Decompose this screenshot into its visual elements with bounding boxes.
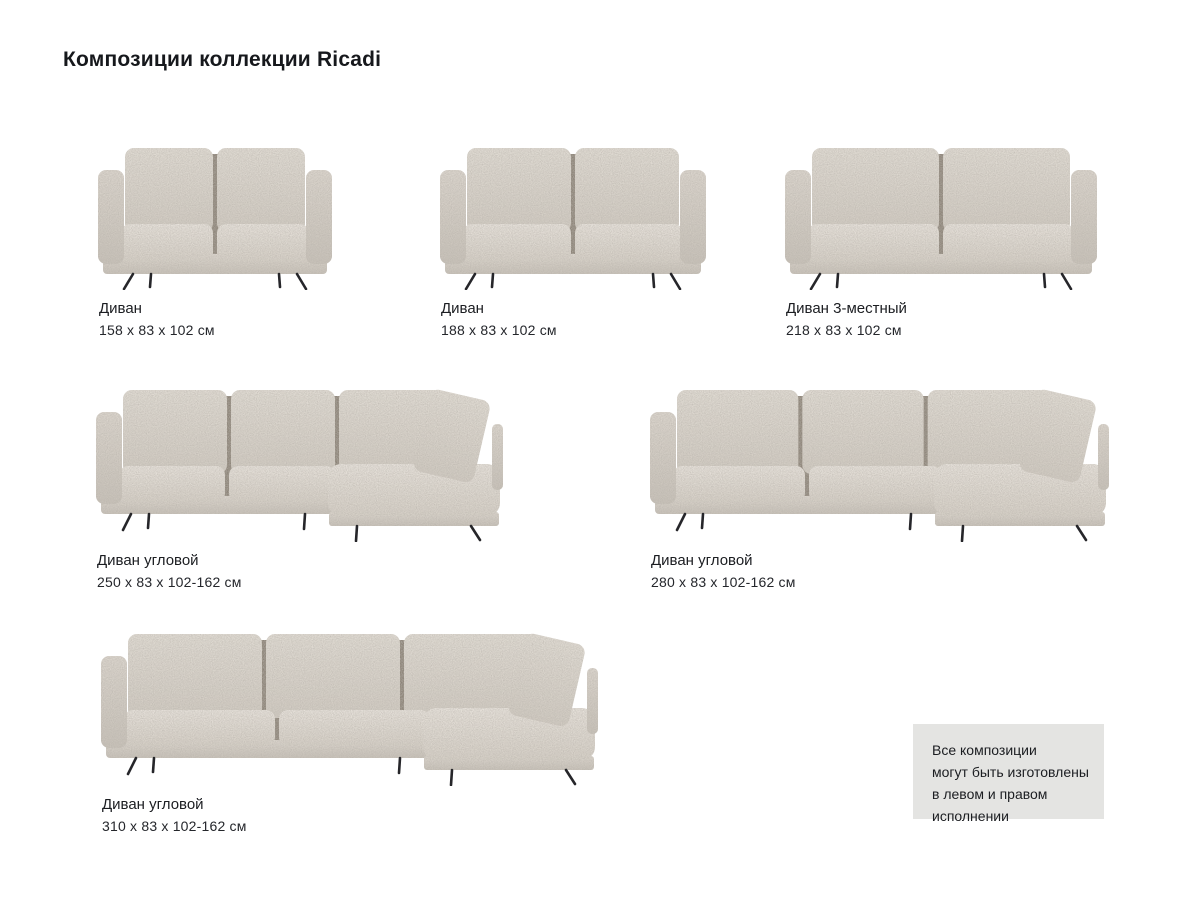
item-dimensions: 188 x 83 x 102 см	[441, 322, 557, 338]
tile-label	[95, 299, 335, 339]
item-dimensions: 280 x 83 x 102-162 см	[651, 574, 796, 590]
item-name: Диван угловой	[102, 796, 204, 813]
note-text-line: исполнении	[932, 808, 1009, 824]
item-name: Диван угловой	[651, 552, 753, 569]
tile-label	[647, 551, 1113, 591]
item-name: Диван	[441, 300, 484, 317]
item-name: Диван 3-местный	[786, 300, 907, 317]
composition-tile-188[interactable]	[437, 140, 709, 339]
tile-label	[782, 299, 1100, 339]
tile-label	[437, 299, 709, 339]
item-dimensions: 218 x 83 x 102 см	[786, 322, 902, 338]
item-name: Диван угловой	[97, 552, 199, 569]
composition-tile-250[interactable]	[93, 380, 507, 591]
tile-label	[98, 795, 602, 835]
composition-tile-218[interactable]	[782, 140, 1100, 339]
item-dimensions: 310 x 83 x 102-162 см	[102, 818, 247, 834]
sofa-illustration	[647, 380, 1113, 542]
note-box	[913, 724, 1104, 824]
page-title: Композиции коллекции Ricadi	[63, 48, 382, 71]
note-text-line: Все композиции	[932, 742, 1037, 758]
note-text-line: могут быть изготовлены	[932, 764, 1089, 780]
note-text-line: в левом и правом	[932, 786, 1048, 802]
sofa-illustration	[437, 140, 709, 290]
item-dimensions: 158 x 83 x 102 см	[99, 322, 215, 338]
composition-tile-310[interactable]	[98, 624, 602, 835]
sofa-illustration	[95, 140, 335, 290]
composition-tile-158[interactable]	[95, 140, 335, 339]
sofa-illustration	[93, 380, 507, 542]
sofa-illustration	[782, 140, 1100, 290]
item-dimensions: 250 x 83 x 102-162 см	[97, 574, 242, 590]
tile-label	[93, 551, 507, 591]
composition-tile-280[interactable]	[647, 380, 1113, 591]
sofa-illustration	[98, 624, 602, 786]
item-name: Диван	[99, 300, 142, 317]
